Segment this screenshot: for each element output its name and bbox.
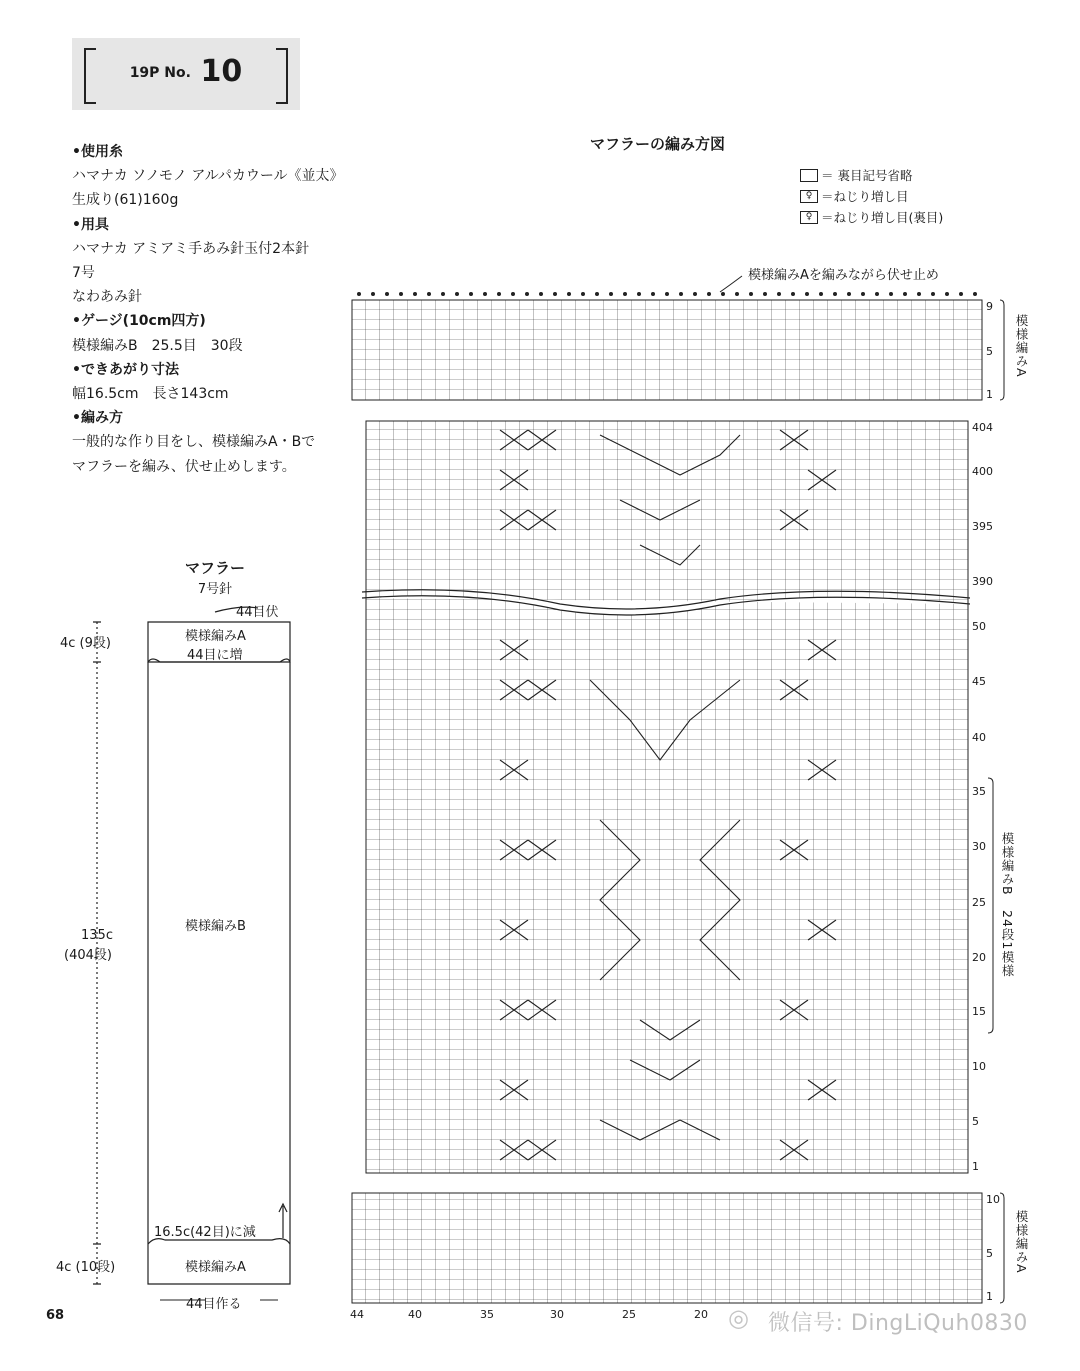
row-label: 50	[972, 620, 986, 633]
column-label: 25	[622, 1308, 636, 1321]
method-line: マフラーを編み、伏せ止めします。	[72, 458, 296, 475]
yarn-line: 生成り(61)160g	[72, 192, 179, 209]
row-label: 9	[986, 300, 993, 313]
row-label: 390	[972, 575, 993, 588]
row-label: 404	[972, 421, 993, 434]
page-ref: 19P No.	[129, 65, 191, 81]
row-label: 395	[972, 520, 993, 533]
row-label: 1	[986, 1290, 993, 1303]
top-pattern-label: 模様編みA	[185, 629, 246, 644]
chart-grid-top	[352, 300, 982, 400]
legend-twist-increase: ＝ねじり増し目	[821, 189, 909, 204]
decrease-label: 16.5c(42目)に減	[154, 1225, 256, 1240]
cast-on-label: 44目作る	[186, 1297, 242, 1312]
column-label: 30	[550, 1308, 564, 1321]
bindoff-dots	[357, 292, 977, 296]
watermark: 微信号: DingLiQuh0830	[768, 1311, 1028, 1336]
gauge-line: 模様編みB 25.5目 30段	[72, 337, 243, 354]
row-label: 5	[986, 1247, 993, 1260]
row-label: 45	[972, 675, 986, 688]
wechat-icon: ◎	[728, 1304, 749, 1332]
legend-purl-omitted: ＝ 裏目記号省略	[821, 168, 913, 183]
row-label: 40	[972, 731, 986, 744]
pattern-number: 10	[200, 54, 243, 89]
tools-line: 7号	[72, 265, 95, 282]
row-label: 10	[986, 1193, 1000, 1206]
column-label: 44	[350, 1308, 364, 1321]
bottom-pattern-label: 模様編みA	[185, 1260, 246, 1275]
main-pattern-label: 模様編みB	[185, 919, 246, 934]
column-label: 40	[408, 1308, 422, 1321]
gauge-heading: •ゲージ(10cm四方)	[72, 313, 206, 330]
chart-grid-main	[366, 421, 968, 1173]
method-line: 一般的な作り目をし、模様編みA・Bで	[72, 434, 316, 451]
needle-size: 7号針	[197, 582, 233, 597]
row-label: 35	[972, 785, 986, 798]
row-label: 25	[972, 896, 986, 909]
row-label: 10	[972, 1060, 986, 1073]
top-height-label: 4c (9段)	[60, 636, 111, 651]
tools-line: なわあみ針	[72, 289, 142, 306]
row-label: 5	[972, 1115, 979, 1128]
repeat-label: 24段1模様	[1000, 910, 1015, 978]
method-heading: •編み方	[72, 410, 123, 427]
tools-line: ハマナカ アミアミ手あみ針玉付2本針	[72, 240, 310, 257]
column-label: 35	[480, 1308, 494, 1321]
bottom-height-label: 4c (10段)	[56, 1260, 116, 1275]
main-pattern-chart-label: 模様編みB	[1000, 832, 1015, 896]
size-heading: •できあがり寸法	[72, 361, 179, 378]
row-label: 1	[986, 388, 993, 401]
yarn-heading: •使用糸	[72, 144, 123, 160]
twist-increase-symbol: ♀	[800, 190, 818, 203]
row-label: 15	[972, 1005, 986, 1018]
twist-increase-purl-symbol: ♀	[800, 211, 818, 224]
top-bindoff-label: 44目伏	[236, 605, 279, 620]
row-label: 5	[986, 345, 993, 358]
row-label: 400	[972, 465, 993, 478]
main-rows-label: (404段)	[64, 948, 112, 963]
row-label: 30	[972, 840, 986, 853]
yarn-line: ハマナカ ソノモノ アルパカウール《並太》	[72, 168, 344, 185]
legend-twist-increase-purl: ＝ねじり増し目(裏目)	[821, 210, 944, 225]
increase-label: 44目に増	[187, 648, 243, 663]
bottom-pattern-chart-label: 模様編みA	[1014, 1210, 1029, 1274]
column-label: 20	[694, 1308, 708, 1321]
main-height-label: 135c	[81, 928, 113, 943]
size-line: 幅16.5cm 長さ143cm	[72, 386, 229, 403]
top-pattern-chart-label: 模様編みA	[1014, 314, 1029, 378]
page-number: 68	[46, 1308, 65, 1323]
muffler-schematic	[93, 607, 290, 1300]
chart-grid-bottom	[352, 1193, 982, 1303]
tools-heading: •用具	[72, 216, 109, 233]
muffler-title: マフラー	[184, 559, 245, 577]
bindoff-note: 模様編みAを編みながら伏せ止め	[748, 268, 939, 283]
row-label: 1	[972, 1160, 979, 1173]
bindoff-leader	[720, 276, 742, 292]
chart-title: マフラーの編み方図	[590, 135, 726, 153]
row-label: 20	[972, 951, 986, 964]
